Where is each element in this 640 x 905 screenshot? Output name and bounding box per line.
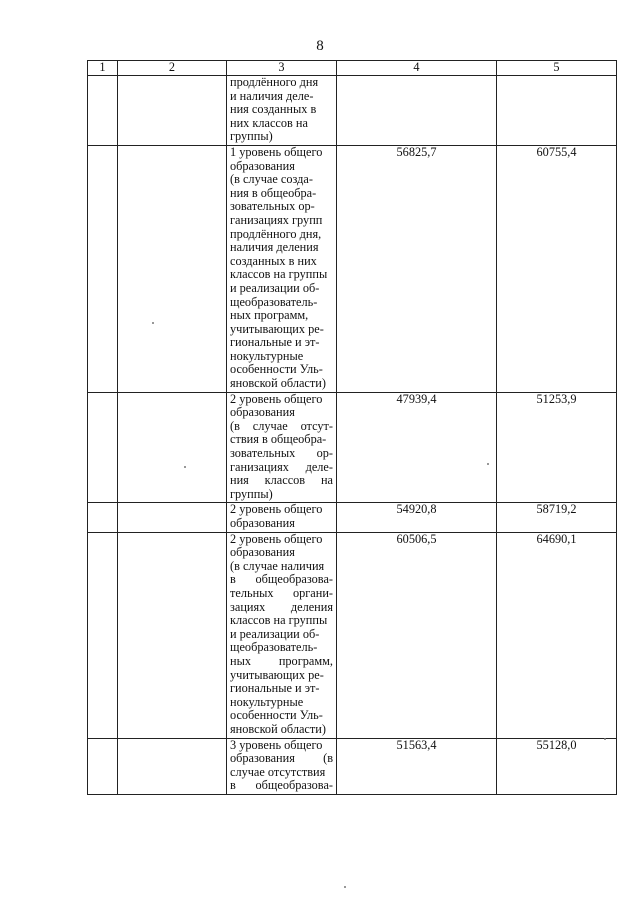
table-row [88, 145, 617, 392]
cell-value-col5 [497, 76, 617, 146]
table-header-row [88, 61, 617, 76]
description-line: ния в общеобра- [230, 185, 317, 200]
cell-value-col4: 56825,7 [337, 145, 497, 392]
description-line: (в случае отсут- [230, 418, 333, 433]
description-line: ных программ, [230, 308, 309, 323]
cell-col2 [118, 532, 227, 738]
description-line: яновской области) [230, 376, 326, 391]
table-row [88, 503, 617, 532]
cell-description [227, 76, 337, 146]
description-line: продлённого дня [230, 75, 319, 89]
description-line: щеобразователь- [230, 294, 318, 309]
cell-description [227, 532, 337, 738]
table-row [88, 532, 617, 738]
description-line: яновской области) [230, 721, 326, 736]
page-number: 8 [316, 38, 324, 54]
description-line: ганизациях деле- [230, 459, 333, 474]
description-line: и реализации об- [230, 280, 320, 295]
description-line: особенности Уль- [230, 708, 323, 723]
cell-description [227, 738, 337, 794]
scan-speck [344, 886, 346, 888]
cell-col1 [88, 503, 118, 532]
description-line: них классов на [230, 115, 308, 130]
description-line: гиональные и эт- [230, 681, 320, 696]
description-line: нокультурные [230, 694, 304, 709]
description-line: зовательных ор- [230, 199, 315, 214]
cell-value-col4: 60506,5 [337, 532, 497, 738]
description-line: 3 уровень общего [230, 738, 323, 752]
description-line: группы) [230, 486, 273, 501]
cell-description [227, 503, 337, 532]
description-line: образования [230, 545, 295, 560]
description-line: тельных органи- [230, 585, 333, 600]
header-cell-4: 4 [337, 61, 497, 76]
description-line: и наличия деле- [230, 88, 314, 103]
cell-col1 [88, 738, 118, 794]
cell-description [227, 145, 337, 392]
cell-value-col5: 58719,2 [497, 503, 617, 532]
description-line: 2 уровень общего [230, 392, 323, 406]
description-line: зациях деления [230, 599, 333, 614]
scan-speck [152, 322, 154, 324]
description-line: (в случае созда- [230, 172, 313, 187]
table-row [88, 738, 617, 794]
description-line: особенности Уль- [230, 362, 323, 377]
cell-col2 [118, 392, 227, 503]
description-line: учитывающих ре- [230, 321, 324, 336]
description-line: в общеобразова- [230, 778, 333, 793]
header-cell-2: 2 [118, 61, 227, 76]
description-line: 2 уровень общего [230, 502, 323, 517]
description-line: классов на группы [230, 267, 328, 282]
description-line: наличия деления [230, 240, 319, 255]
cell-col1 [88, 76, 118, 146]
cell-col1 [88, 532, 118, 738]
description-line: образования [230, 516, 295, 530]
description-line: образования (в [230, 751, 333, 766]
description-line: продлённого дня, [230, 226, 322, 241]
description-line: образования [230, 405, 295, 420]
description-line: группы) [230, 129, 273, 144]
description-line: классов на группы [230, 613, 328, 628]
description-line: (в случае наличия [230, 558, 325, 573]
description-line: ганизациях групп [230, 212, 323, 227]
scan-speck [184, 466, 186, 468]
header-cell-5: 5 [497, 61, 617, 76]
description-line: гиональные и эт- [230, 335, 320, 350]
cell-col1 [88, 392, 118, 503]
table-row [88, 392, 617, 503]
description-line: учитывающих ре- [230, 667, 324, 682]
description-line: ния созданных в [230, 102, 317, 117]
cell-col2 [118, 503, 227, 532]
scan-speck [604, 738, 606, 740]
cell-value-col5: 51253,9 [497, 392, 617, 503]
header-cell-3: 3 [227, 61, 337, 76]
description-line: ных программ, [230, 653, 333, 668]
description-line: щеобразователь- [230, 640, 318, 655]
cell-col1 [88, 145, 118, 392]
description-line: в общеобразова- [230, 572, 333, 587]
description-line: нокультурные [230, 348, 304, 363]
cell-value-col4: 47939,4 [337, 392, 497, 503]
header-cell-1: 1 [88, 61, 118, 76]
cell-value-col4: 54920,8 [337, 503, 497, 532]
description-line: образования [230, 158, 295, 173]
description-line: созданных в них [230, 253, 317, 268]
description-line: зовательных ор- [230, 446, 333, 461]
cell-description [227, 392, 337, 503]
description-line: и реализации об- [230, 626, 320, 641]
description-line: ния классов на [230, 473, 333, 488]
cell-col2 [118, 145, 227, 392]
description-line: ствия в общеобра- [230, 432, 327, 447]
data-table [87, 60, 617, 795]
cell-value-col5: 64690,1 [497, 532, 617, 738]
table-row [88, 76, 617, 146]
description-line: 1 уровень общего [230, 145, 323, 159]
cell-value-col4: 51563,4 [337, 738, 497, 794]
cell-value-col5: 55128,0 [497, 738, 617, 794]
cell-value-col5: 60755,4 [497, 145, 617, 392]
cell-col2 [118, 738, 227, 794]
scan-speck [487, 463, 489, 465]
cell-col2 [118, 76, 227, 146]
cell-value-col4 [337, 76, 497, 146]
description-line: случае отсутствия [230, 764, 326, 779]
description-line: 2 уровень общего [230, 532, 323, 546]
